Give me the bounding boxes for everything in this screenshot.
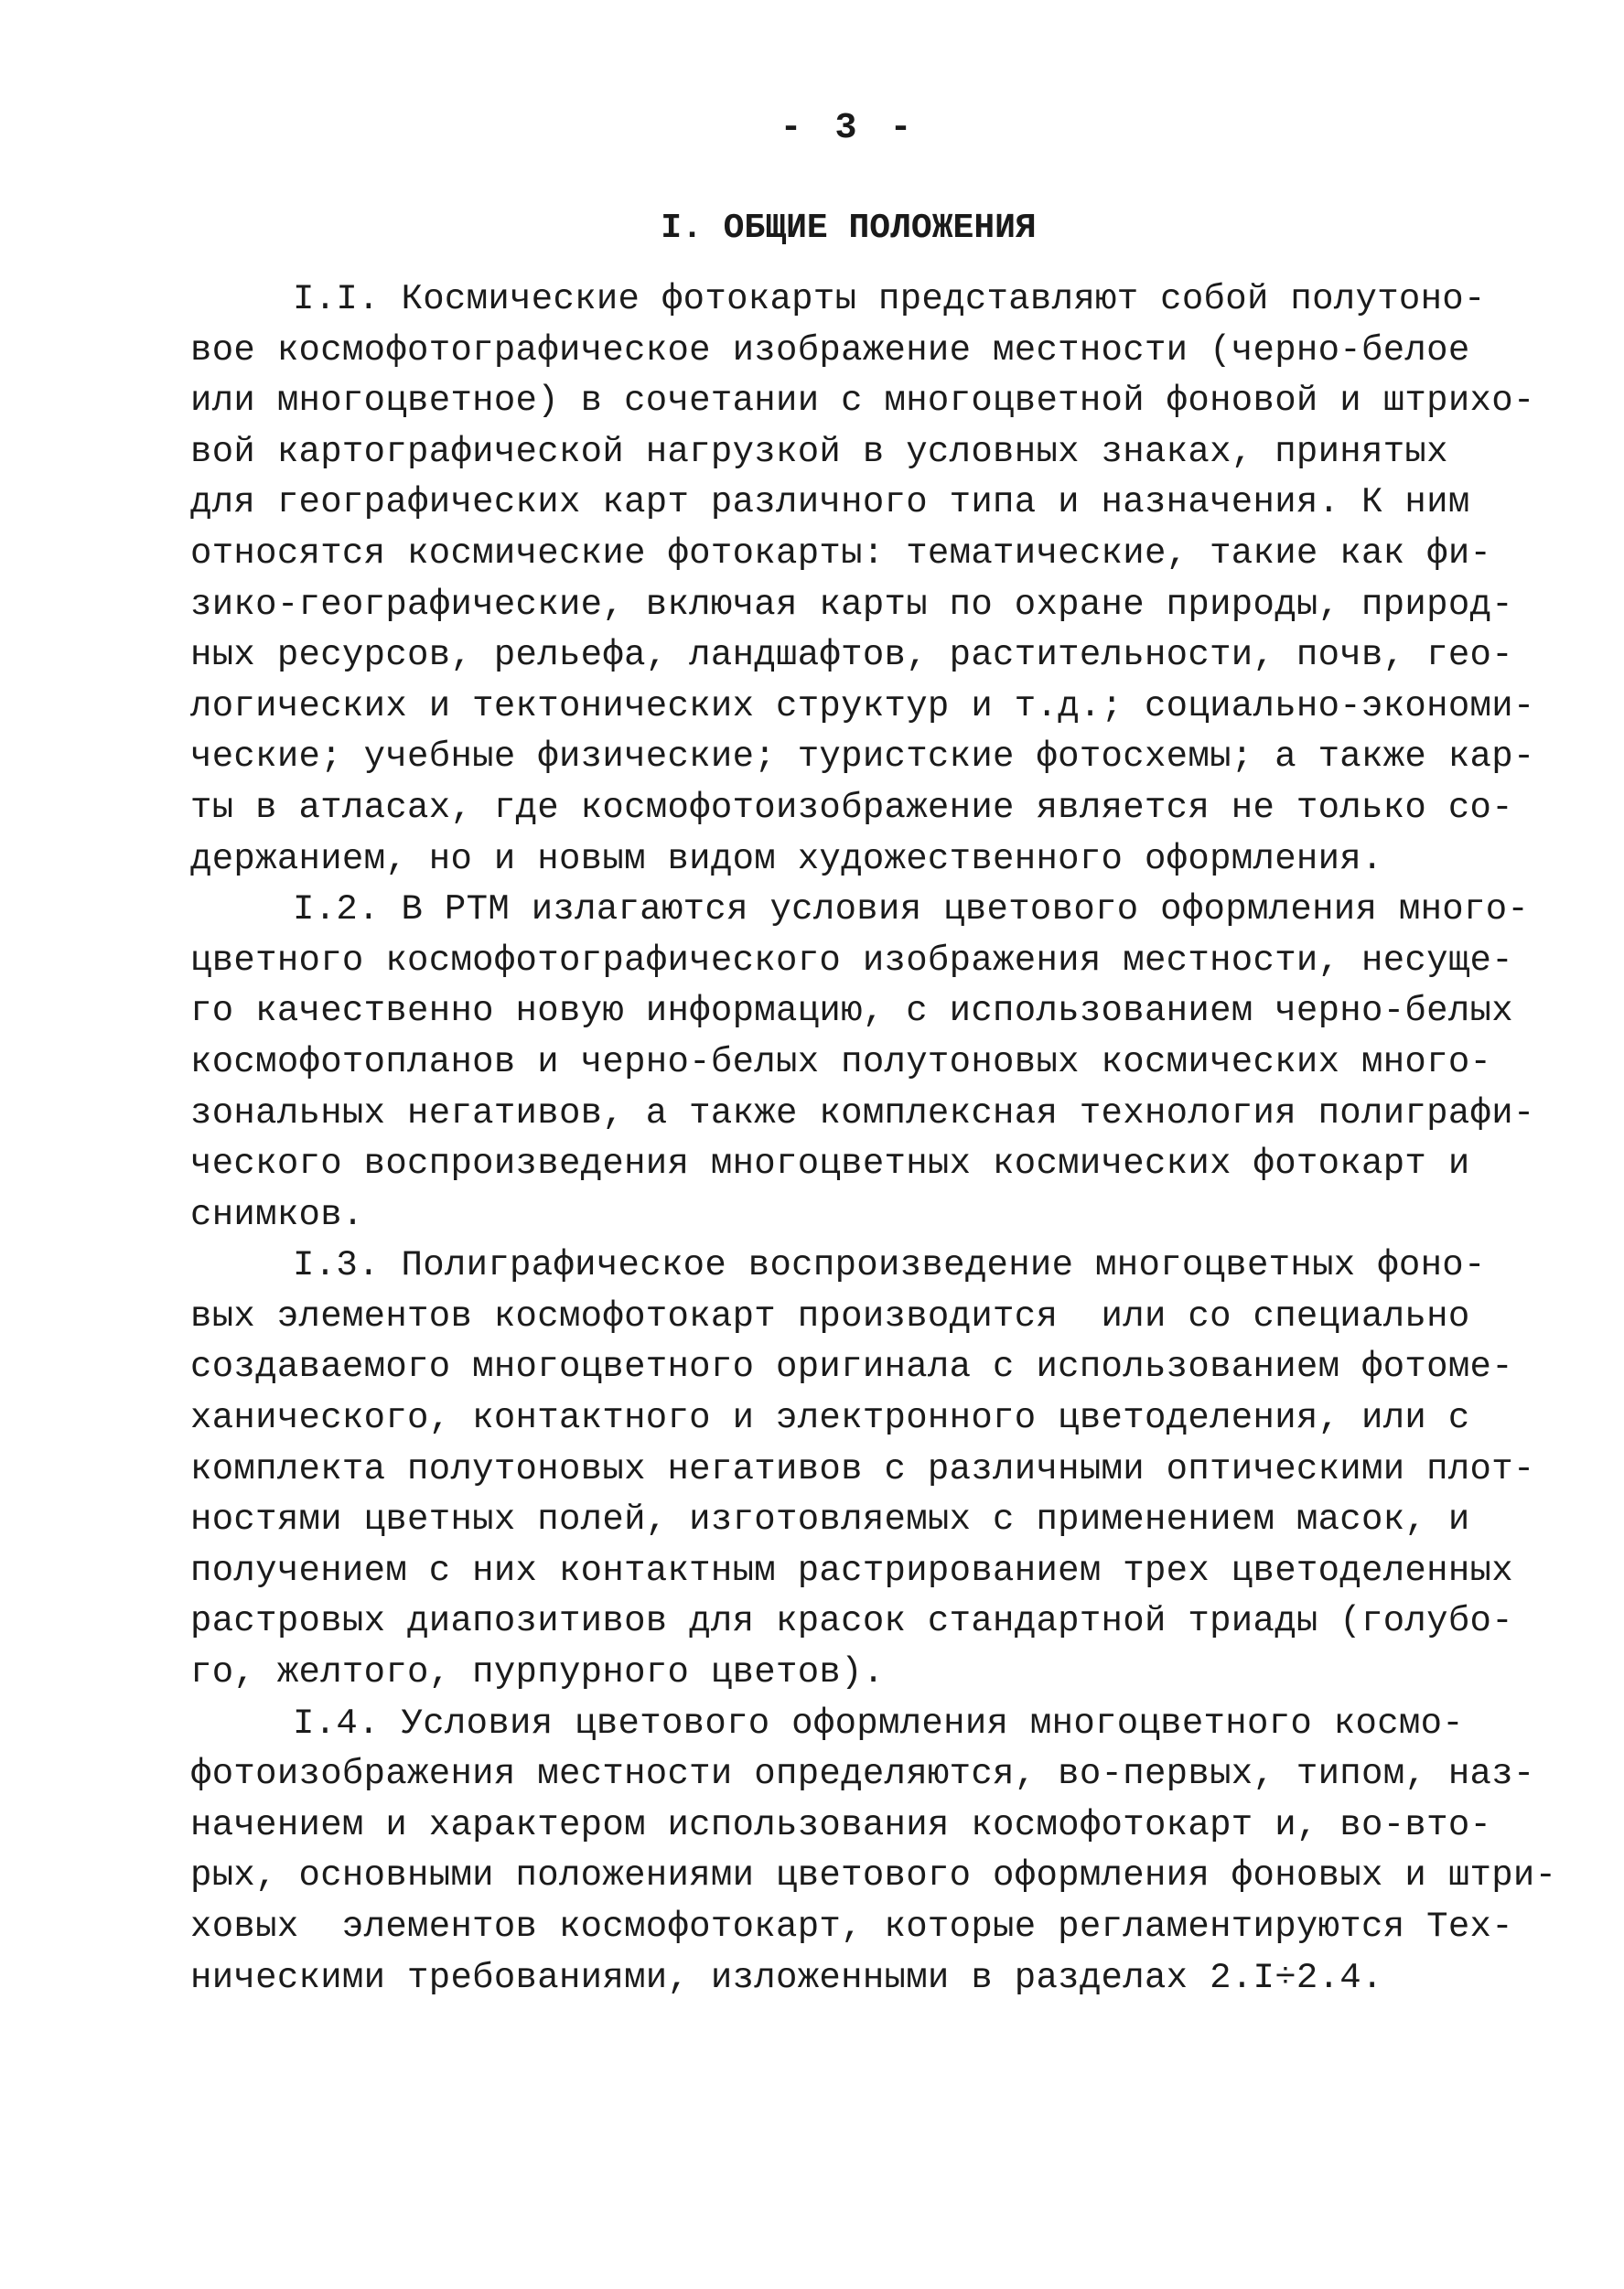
text-line: ты в атласах, где космофотоизображение является не только со-	[190, 787, 1513, 828]
text-line: зико-географические, включая карты по охране природы, природ-	[190, 584, 1513, 625]
page-number: - 3 -	[780, 108, 918, 149]
body-text	[190, 274, 1557, 2004]
text-line: вое космофотографическое изображение местности (черно-белое	[190, 329, 1470, 371]
text-line: ническими требованиями, изложенными в разделах 2.I÷2.4.	[190, 1957, 1383, 1998]
text-line: создаваемого многоцветного оригинала с использованием фотоме-	[190, 1347, 1513, 1388]
text-line: зональных негативов, а также комплексная технология полиграфи-	[190, 1092, 1535, 1134]
text-line: ческие; учебные физические; туристские фотосхемы; а также кар-	[190, 736, 1535, 778]
text-line: получением с них контактным растрированием трех цветоделенных	[190, 1550, 1513, 1591]
text-line: логических и тектонических структур и т.д.; социально-экономи-	[190, 685, 1535, 726]
text-line: держанием, но и новым видом художественного оформления.	[190, 838, 1383, 879]
text-line: ческого воспроизведения многоцветных космических фотокарт и	[190, 1144, 1470, 1185]
text-line: растровых диапозитивов для красок стандартной триады (голубо-	[190, 1601, 1513, 1642]
text-line: ностями цветных полей, изготовляемых с применением масок, и	[190, 1499, 1470, 1541]
text-line: I.3. Полиграфическое воспроизведение многоцветных фоно-	[293, 1245, 1486, 1286]
text-line: снимков.	[190, 1194, 364, 1235]
text-line: ховых элементов космофотокарт, которые регламентируются Тех-	[190, 1907, 1513, 1947]
text-line: или многоцветное) в сочетании с многоцветной фоновой и штрихо-	[190, 381, 1535, 422]
text-line: I.I. Космические фотокарты представляют собой полутоно-	[293, 279, 1486, 319]
text-line: I.2. В РТМ излагаются условия цветового оформления много-	[293, 889, 1530, 930]
section-title: I. ОБЩИЕ ПОЛОЖЕНИЯ	[661, 209, 1037, 248]
text-line: вой картографической нагрузкой в условных знаках, принятых	[190, 431, 1448, 472]
text-line: вых элементов космофотокарт производится или со специально	[190, 1295, 1470, 1337]
text-line: го качественно новую информацию, с использованием черно-белых	[190, 991, 1513, 1032]
text-line: космофотопланов и черно-белых полутоновых космических много-	[190, 1041, 1492, 1082]
text-line: для географических карт различного типа и назначения. К ним	[190, 482, 1470, 523]
text-line: начением и характером использования космофотокарт и, во-вто-	[190, 1804, 1492, 1845]
text-line: го, желтого, пурпурного цветов).	[190, 1652, 885, 1693]
text-line: фотоизображения местности определяются, во-первых, типом, наз-	[190, 1754, 1535, 1795]
text-line: I.4. Условия цветового оформления многоцветного космо-	[293, 1703, 1465, 1744]
text-line: цветного космофотографического изображения местности, несуще-	[190, 940, 1513, 981]
text-line: ханического, контактного и электронного цветоделения, или с	[190, 1398, 1470, 1439]
text-line: комплекта полутоновых негативов с различными оптическими плот-	[190, 1448, 1535, 1489]
text-line: относятся космические фотокарты: тематические, такие как фи-	[190, 532, 1492, 574]
text-line: рых, основными положениями цветового оформления фоновых и штри-	[190, 1855, 1557, 1897]
text-line: ных ресурсов, рельефа, ландшафтов, растительности, почв, гео-	[190, 635, 1513, 676]
